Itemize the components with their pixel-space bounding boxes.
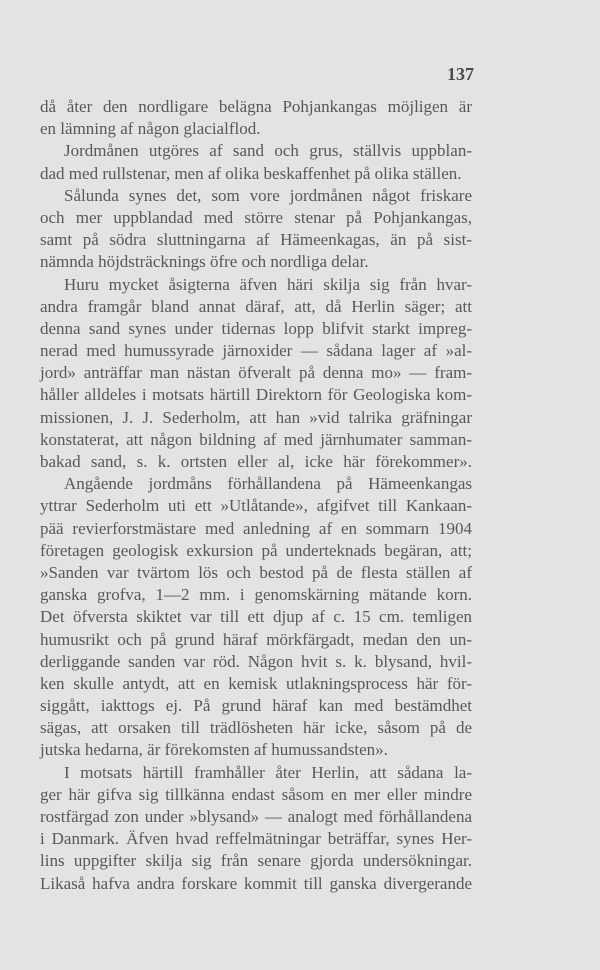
text-line: I motsats härtill framhåller åter Herlin, att sådana la- <box>64 762 472 782</box>
text-line: i Danmark. Äfven hvad reffelmätningar beträffar, synes Her- <box>40 829 472 849</box>
text-line: konstaterat, att någon bildning af med järnhumater samman- <box>40 429 472 449</box>
text-line: rostfärgad zon under »blysand» — analogt med förhållandena <box>40 807 472 826</box>
text-line: och mer uppblandad med större stenar på Pohjankangas, <box>40 207 472 227</box>
text-line: sägas, att orsaken till trädlösheten här icke, såsom på de <box>40 718 472 738</box>
text-line: nerad med humussyrade järnoxider — sådana lager af »al- <box>40 341 472 361</box>
text-line: denna sand synes under tidernas lopp blifvit starkt impreg- <box>40 318 472 338</box>
text-line: Jordmånen utgöres af sand och grus, ställvis uppblan- <box>64 141 472 161</box>
text-line: Angående jordmåns förhållandena på Hämeenkangas <box>64 474 472 494</box>
text-line: Det öfversta skiktet var till ett djup af c. 15 cm. temligen <box>40 607 472 627</box>
text-line: Huru mycket åsigterna äfven häri skilja sig från hvar- <box>64 274 472 294</box>
text-line: nämnda höjdsträcknings öfre och nordliga delar. <box>40 252 369 272</box>
text-line: »Sanden var tvärtom lös och bestod på de flesta ställen af <box>40 562 472 582</box>
text-line: då åter den nordligare belägna Pohjankangas möjligen är <box>40 97 472 116</box>
text-line: jord» anträffar man nästan öfveralt på denna mo» — fram- <box>40 363 472 383</box>
text-line: samt på södra sluttningarna af Hämeenkagas, än på sist- <box>40 230 472 250</box>
text-line: pää revierforstmästare med anledning af en sommarn 1904 <box>40 518 472 538</box>
text-line: håller alldeles i motsats härtill Direktorn för Geologiska kom- <box>40 385 472 405</box>
text-line: yttrar Sederholm uti ett »Utlåtande», afgifvet till Kankaan- <box>40 496 472 516</box>
text-line: ganska grofva, 1—2 mm. i genomskärning mätande korn. <box>40 585 472 605</box>
text-line: lins uppgifter skilja sig från senare gjorda undersökningar. <box>40 851 472 871</box>
text-line: dad med rullstenar, men af olika beskaffenhet på olika ställen. <box>40 163 462 183</box>
body-text <box>40 96 472 895</box>
text-line: missionen, J. J. Sederholm, att han »vid talrika gräfningar <box>40 407 472 427</box>
text-line: en lämning af någon glacialflod. <box>40 119 261 139</box>
text-line: Sålunda synes det, som vore jordmånen något friskare <box>64 185 472 205</box>
text-line: humusrikt och på grund häraf mörkfärgadt, medan den un- <box>40 629 472 649</box>
text-line: jutska hedarna, är förekomsten af humussandsten». <box>40 740 388 760</box>
text-line: Likaså hafva andra forskare kommit till ganska divergerande <box>40 873 472 893</box>
text-line: ger här gifva sig tillkänna endast såsom en mer eller mindre <box>40 784 472 804</box>
text-line: företagen geologisk exkursion på underteknads begäran, att; <box>40 540 472 560</box>
text-line: siggått, iakttogs ej. På grund häraf kan med bestämdhet <box>40 696 472 716</box>
text-line: bakad sand, s. k. ortsten eller al, icke här förekommer». <box>40 452 472 471</box>
page-number: 137 <box>447 64 474 84</box>
text-line: derliggande sanden var röd. Någon hvit s. k. blysand, hvil- <box>40 651 472 671</box>
text-line: andra framgår bland annat däraf, att, då Herlin säger; att <box>40 296 472 316</box>
text-line: ken skulle antydt, att en kemisk utlakningsprocess här för- <box>40 673 472 693</box>
